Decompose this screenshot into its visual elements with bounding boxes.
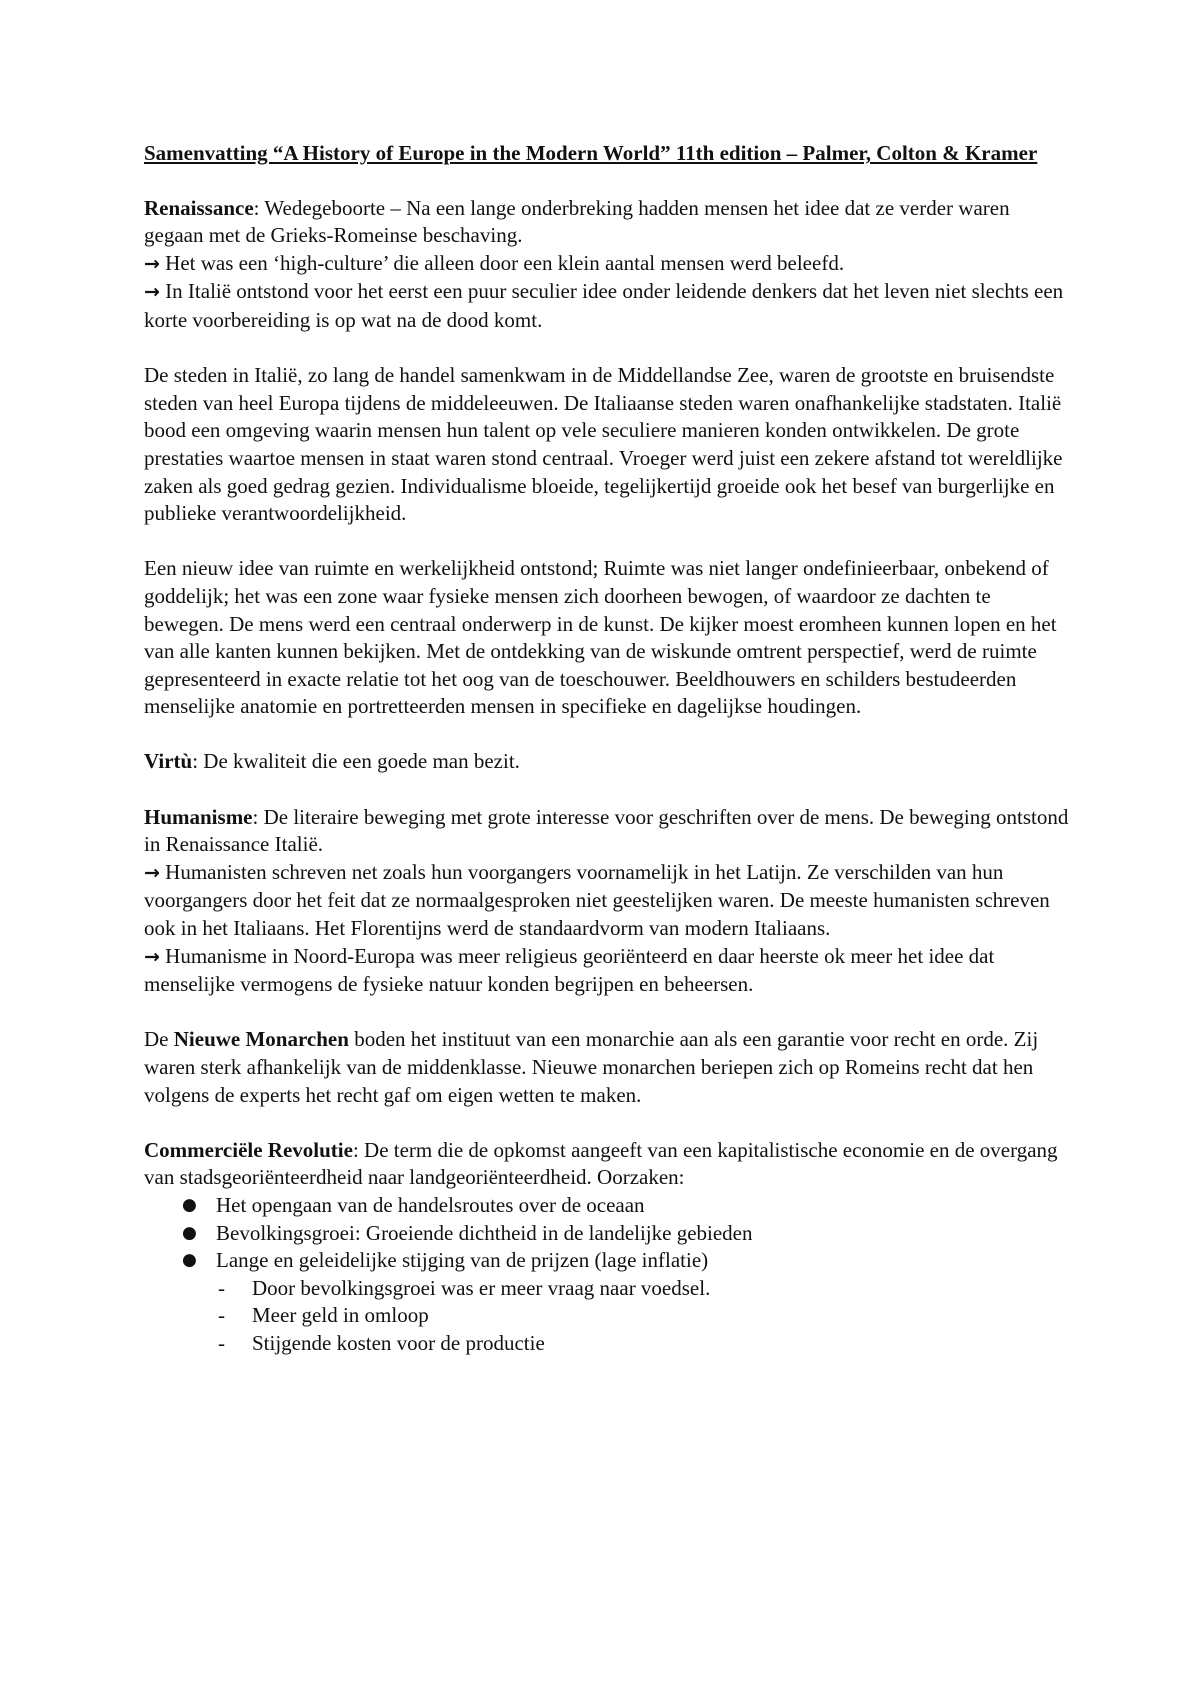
renaissance-point-1 [144,250,1069,279]
section-renaissance [144,195,1069,335]
dash-icon: - [218,1303,225,1328]
arrow-right-icon: → [144,252,160,275]
renaissance-point-2 [144,278,1069,334]
sublist-item-text: Door bevolkingsgroei was er meer vraag naar voedsel. [252,1275,711,1300]
humanisme-point-1 [144,859,1069,943]
virtu-def-text: : De kwaliteit die een goede man bezit. [192,749,520,774]
document-page [144,140,1069,1358]
commercieel-def-text: : De term die de opkomst aangeeft van een kapitalistische economie en de overgang van stadsgeoriënteerdheid naar landgeoriënteerdheid. Oorzaken: [144,1137,1058,1190]
list-item [144,1247,1069,1275]
monarchen-term: Nieuwe Monarchen [173,1027,349,1052]
oorzaken-list [144,1192,1069,1275]
list-item [144,1192,1069,1220]
humanisme-point-2 [144,943,1069,999]
section-virtu [144,748,1069,776]
list-item [144,1220,1069,1248]
dash-icon: - [218,1330,225,1355]
monarchen-post-text: boden het instituut van een monarchie aan als een garantie voor recht en orde. Zij waren sterk afhankelijk van de middenklasse. Nieuwe monarchen beriepen zich op Romeins recht dat hen volgens de experts het recht gaf om eigen wetten te maken. [144,1027,1039,1107]
paragraph-steden: De steden in Italië, zo lang de handel samenkwam in de Middellandse Zee, waren de grootste en bruisendste steden van heel Europa tijdens de middeleeuwen. De Italiaanse steden waren onafhankelijke stadstaten. Italië bood een omgeving waarin mensen hun talent op vele seculiere manieren konden ontwikkelen. De grote prestaties waartoe mensen in staat waren stond centraal. Vroeger werd juist een zekere afstand tot wereldlijke zaken als goed gedrag gezien. Individualisme bloeide, tegelijkertijd groeide ook het besef van burgerlijke en publieke verantwoordelijkheid. [144,363,1063,526]
humanisme-definition [144,804,1069,859]
bullet-icon: ● [182,1222,197,1243]
sublist-item [144,1275,1069,1303]
list-item-text: Bevolkingsgroei: Groeiende dichtheid in de landelijke gebieden [216,1220,753,1245]
commercieel-term: Commerciële Revolutie [144,1137,353,1162]
sublist-item-text: Meer geld in omloop [252,1303,429,1328]
renaissance-term: Renaissance [144,195,254,220]
list-item-text: Het opengaan van de handelsroutes over de oceaan [216,1192,645,1217]
humanisme-point-2-text: Humanisme in Noord-Europa was meer religieus georiënteerd en daar heerste ok meer het idee dat menselijke vermogens de fysieke natuur konden begrijpen en beheersen. [144,943,995,997]
bullet-icon: ● [182,1250,197,1271]
section-commerciele-revolutie [144,1137,1069,1358]
monarchen-pre-text: De [144,1027,174,1052]
arrow-right-icon: → [144,861,160,884]
commercieel-definition [144,1137,1069,1192]
list-item-text: Lange en geleidelijke stijging van de prijzen (lage inflatie) [216,1248,709,1273]
renaissance-definition [144,195,1069,250]
arrow-right-icon: → [144,281,160,304]
dash-icon: - [218,1275,225,1300]
humanisme-point-1-text: Humanisten schreven net zoals hun voorgangers voornamelijk in het Latijn. Ze verschilden van hun voorgangers door het feit dat ze normaalgesproken niet geestelijken waren. De meeste humanisten schreven ook in het Italiaans. Het Florentijns werd de standaardvorm van modern Italiaans. [144,859,1050,941]
section-humanisme [144,804,1069,999]
sublist-item [144,1302,1069,1330]
paragraph-ruimte: Een nieuw idee van ruimte en werkelijkheid ontstond; Ruimte was niet langer ondefinieerbaar, onbekend of goddelijk; het was een zone waar fysieke mensen zich doorheen bewogen, of waardoor ze dachten te bewegen. De mens werd een centraal onderwerp in de kunst. De kijker moest eromheen kunnen lopen en het van alle kanten kunnen bekijken. Met de ontdekking van de wiskunde omtrent perspectief, werd de ruimte gepresenteerd in exacte relatie tot het oog van de toeschouwer. Beeldhouwers en schilders bestudeerden menselijke anatomie en portretteerden mensen in specifieke en dagelijkse houdingen. [144,556,1057,719]
humanisme-term: Humanisme [144,804,253,829]
virtu-term: Virtù [144,749,193,774]
inflatie-sublist [144,1275,1069,1358]
bullet-icon: ● [182,1194,197,1215]
sublist-item [144,1330,1069,1358]
arrow-right-icon: → [144,945,160,968]
document-title: Samenvatting “A History of Europe in the Modern World” 11th edition – Palmer, Colton & Kramer [144,141,1038,165]
humanisme-def-text: : De literaire beweging met grote interesse voor geschriften over de mens. De beweging ontstond in Renaissance Italië. [144,804,1069,857]
sublist-item-text: Stijgende kosten voor de productie [252,1330,545,1355]
renaissance-def-text: : Wedegeboorte – Na een lange onderbreking hadden mensen het idee dat ze verder waren gegaan met de Grieks-Romeinse beschaving. [144,195,1010,248]
renaissance-point-2-text: In Italië ontstond voor het eerst een puur seculier idee onder leidende denkers dat het leven niet slechts een korte voorbereiding is op wat na de dood komt. [144,279,1064,332]
section-nieuwe-monarchen [144,1026,1069,1109]
renaissance-point-1-text: Het was een ‘high-culture’ die alleen door een klein aantal mensen werd beleefd. [159,250,845,275]
